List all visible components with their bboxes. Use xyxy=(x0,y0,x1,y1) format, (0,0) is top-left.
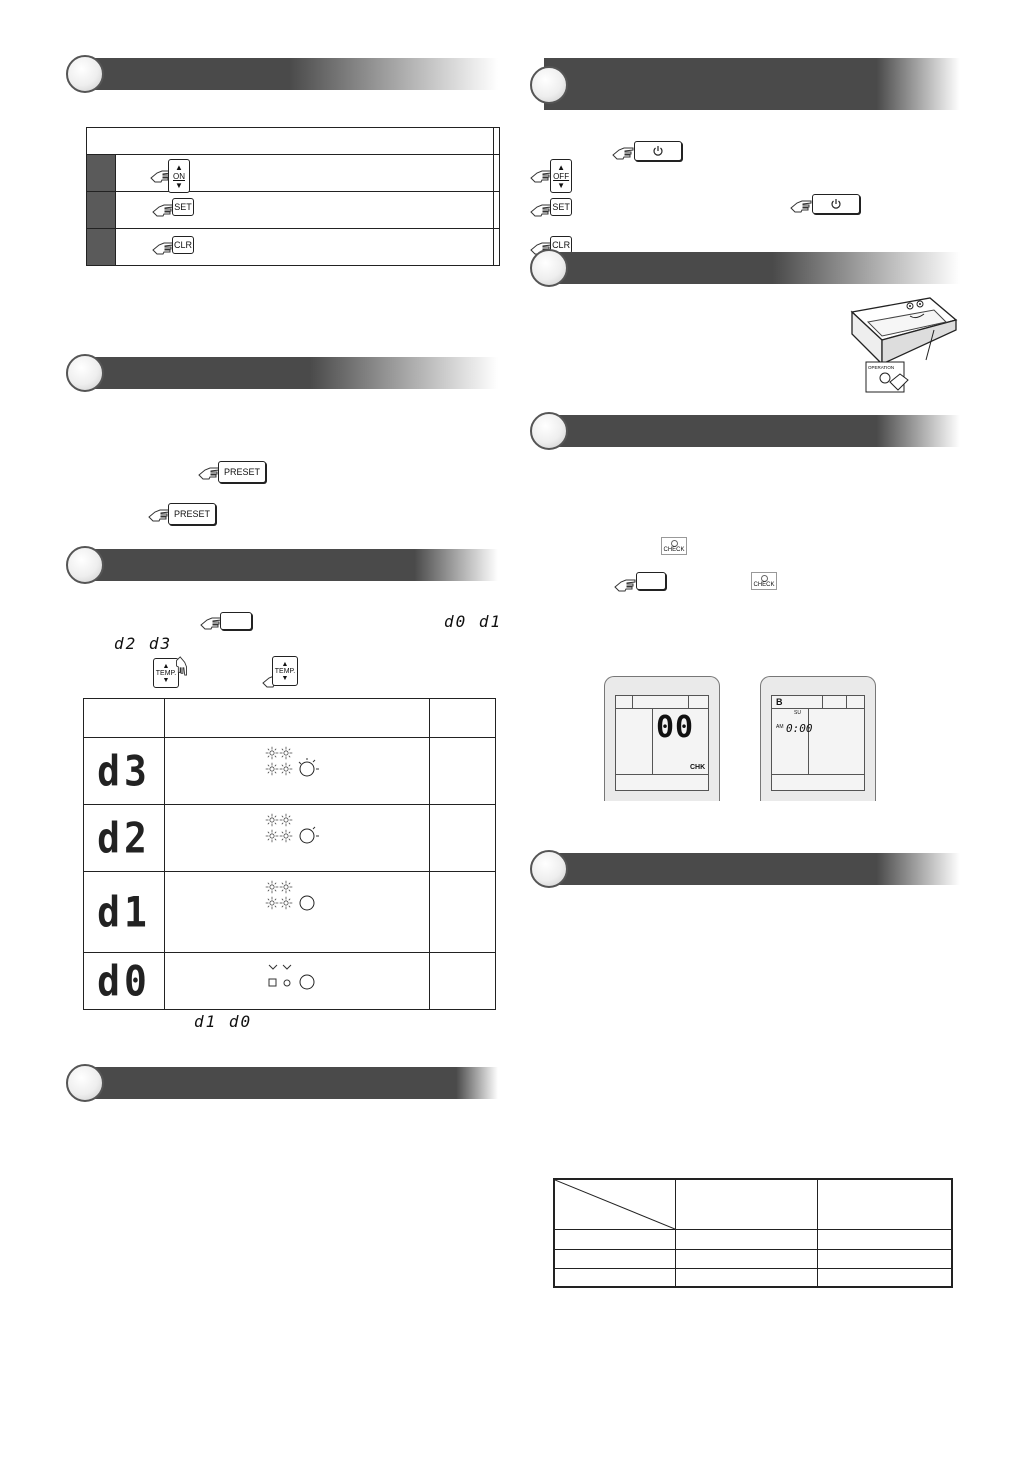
hand-pointer-icon xyxy=(200,616,222,630)
temp-button-label: TEMP. xyxy=(155,669,177,677)
power-icon xyxy=(652,145,664,157)
section-header-7 xyxy=(530,415,960,447)
power-button[interactable] xyxy=(812,194,860,214)
set-button[interactable] xyxy=(172,198,194,216)
section-number-circle xyxy=(66,55,104,93)
on-button-label: ON xyxy=(173,171,185,181)
remote-display-right xyxy=(760,676,876,801)
power-button[interactable] xyxy=(634,141,682,161)
hand-pointer-icon xyxy=(612,146,634,160)
section-number-circle xyxy=(66,354,104,392)
preset-button-label: PRESET xyxy=(173,509,210,519)
set-button-label: SET xyxy=(174,202,192,212)
section-number-circle xyxy=(530,66,568,104)
lamp-indicators-icon xyxy=(265,813,345,853)
section-header-1 xyxy=(66,58,498,90)
check-code-digits: 00 xyxy=(656,710,695,745)
set-button[interactable] xyxy=(550,198,572,216)
lamp-indicators-icon xyxy=(265,746,345,786)
diagonal-header-line xyxy=(555,1180,675,1230)
section-header-6 xyxy=(530,252,960,284)
off-button-label: OFF xyxy=(553,171,570,181)
dimmer-code: d2 xyxy=(97,813,151,863)
dimmer-code: d3 xyxy=(97,746,151,796)
clr-button-label: CLR xyxy=(173,240,192,250)
preset-button[interactable] xyxy=(168,503,216,525)
hand-pointer-icon xyxy=(152,203,174,217)
section-number-circle xyxy=(66,546,104,584)
section-header-5 xyxy=(530,58,960,110)
preset-button-label: PRESET xyxy=(223,467,260,477)
section-number-circle xyxy=(530,850,568,888)
section-header-3 xyxy=(66,549,498,581)
dim-codes-top: d0 d1 xyxy=(444,612,503,631)
display-am: AM xyxy=(776,724,784,730)
check-badge: CHK xyxy=(690,764,706,771)
dimmer-code: d1 xyxy=(97,887,151,937)
dimmer-code: d0 xyxy=(97,956,151,1006)
dim-codes-note: d1 d0 xyxy=(194,1012,253,1031)
temp-button[interactable]: ▲ TEMP. ▼ xyxy=(153,658,179,688)
on-button[interactable]: ▲ ON ▼ xyxy=(168,159,190,193)
lamp-indicators-icon xyxy=(265,880,345,920)
power-icon xyxy=(830,198,842,210)
clr-button[interactable] xyxy=(172,236,194,254)
blank-button[interactable] xyxy=(636,572,666,590)
hand-pointer-icon xyxy=(790,199,812,213)
section-header-4 xyxy=(66,1067,498,1099)
hand-pointer-icon xyxy=(152,241,174,255)
indoor-unit-illustration xyxy=(838,290,962,394)
section-number-circle xyxy=(530,412,568,450)
spec-table xyxy=(553,1178,953,1288)
hand-pointer-icon xyxy=(530,169,552,183)
display-small-text: SU xyxy=(794,710,801,716)
section-header-8 xyxy=(530,853,960,885)
section-number-circle xyxy=(530,249,568,287)
remote-display-left xyxy=(604,676,720,801)
off-button[interactable]: ▲ OFF ▼ xyxy=(550,159,572,193)
preset-button[interactable] xyxy=(218,461,266,483)
check-button-label: CHECK xyxy=(663,547,685,553)
hand-pointer-icon xyxy=(614,578,636,592)
hand-press-icon xyxy=(172,656,192,676)
lamp-indicators-off-icon xyxy=(265,959,345,999)
display-time: 0:00 xyxy=(786,722,813,735)
blank-button[interactable] xyxy=(220,612,252,630)
check-button-label: CHECK xyxy=(753,582,775,588)
hand-pointer-icon xyxy=(148,508,170,522)
hand-pointer-icon xyxy=(198,466,220,480)
clr-button-label: CLR xyxy=(552,240,571,250)
display-letter: B xyxy=(776,697,783,707)
section-number-circle xyxy=(66,1064,104,1102)
section-header-2 xyxy=(66,357,498,389)
dimmer-table xyxy=(83,698,496,1010)
check-button[interactable] xyxy=(661,537,687,555)
timer-table xyxy=(86,127,571,266)
operation-label: OPERATION xyxy=(868,365,895,370)
temp-button[interactable]: ▲ TEMP. ▼ xyxy=(272,656,298,686)
check-button[interactable] xyxy=(751,572,777,590)
dim-codes-mid: d2 d3 xyxy=(114,634,173,653)
set-button-label: SET xyxy=(552,202,570,212)
temp-button-label: TEMP. xyxy=(274,667,296,675)
hand-pointer-icon xyxy=(530,203,552,217)
